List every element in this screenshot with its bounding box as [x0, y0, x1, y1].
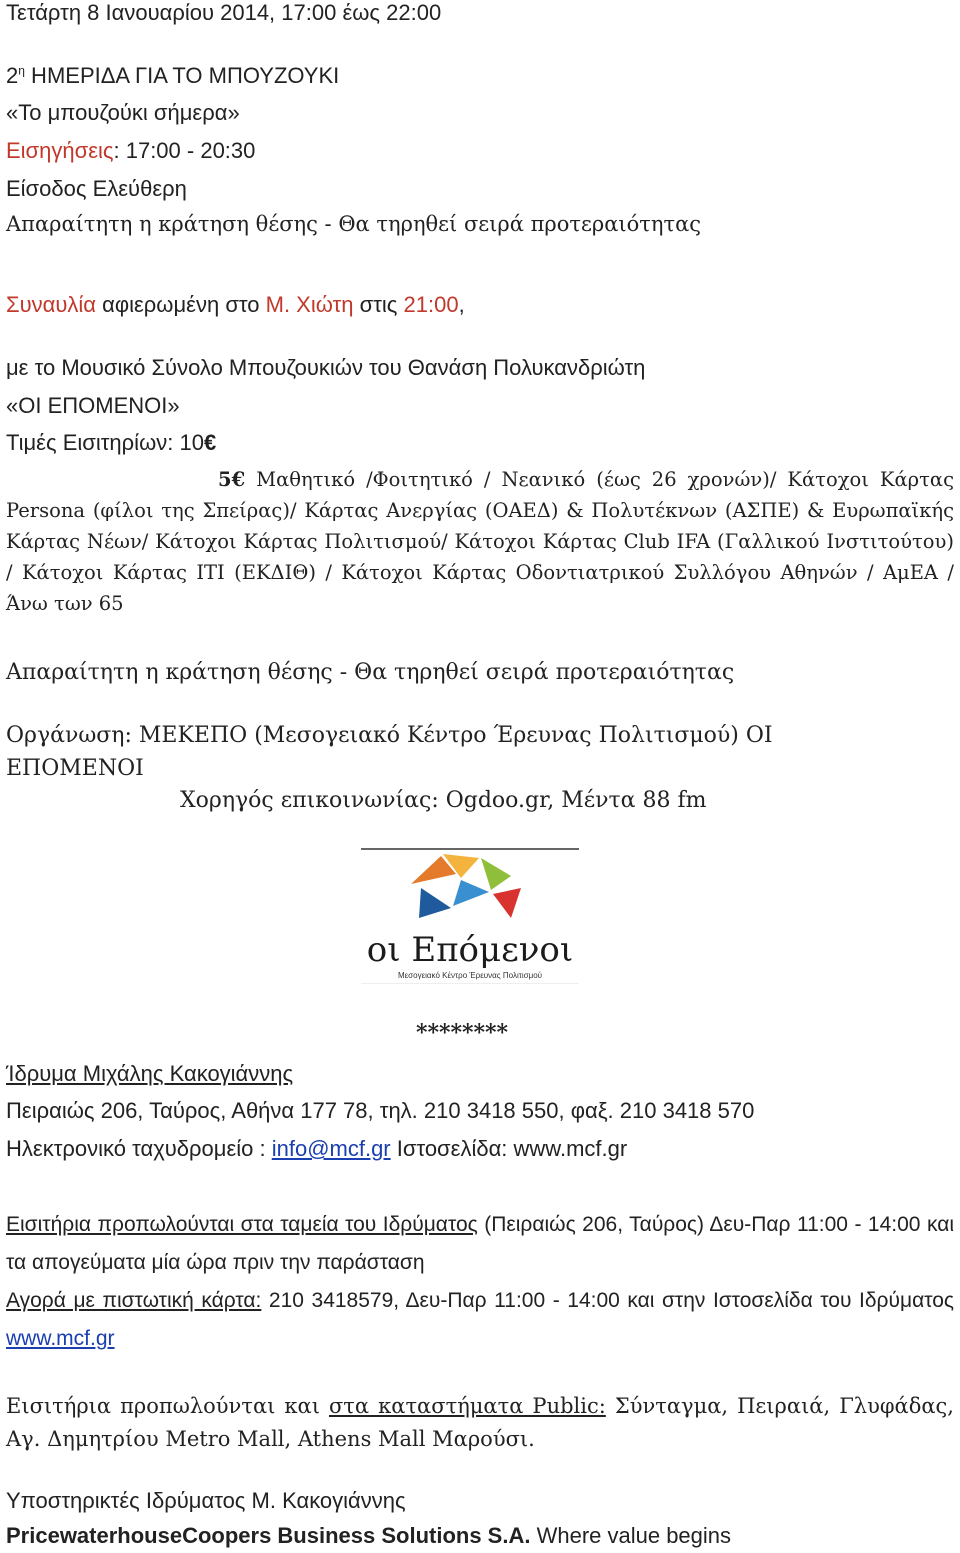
- ensemble-line: με το Μουσικό Σύνολο Μπουζουκιών του Θανάση Πολυκανδριώτη: [6, 355, 646, 380]
- public-stores-link[interactable]: στα καταστήματα Public:: [328, 1394, 606, 1418]
- card-label[interactable]: Αγορά με πιστωτική κάρτα:: [6, 1289, 262, 1312]
- foundation-contact: Ηλεκτρονικό ταχυδρομείο : info@mcf.gr Ιστοσελίδα: www.mcf.gr: [6, 1136, 628, 1161]
- logo-green-shape: [481, 858, 511, 890]
- logo-red-shape: [493, 888, 521, 918]
- entry-line: Είσοδος Ελεύθερη: [6, 176, 187, 201]
- event-subtitle: «Το μπουζούκι σήμερα»: [6, 100, 240, 125]
- organization-line-1: Οργάνωση: ΜΕΚΕΠΟ (Μεσογειακό Κέντρο Έρευνας Πολιτισμού) ΟΙ: [6, 723, 773, 748]
- foundation-address: Πειραιώς 206, Ταύρος, Αθήνα 177 78, τηλ. 210 3418 550, φαξ. 210 3418 570: [6, 1098, 755, 1123]
- event-title: $2^\eta$ ΗΜΕΡΙΔΑ ΓΙΑ ΤΟ ΜΠΟΥΖΟΥΚΙ: [6, 63, 340, 88]
- presale-label[interactable]: Εισιτήρια προπωλούνται στα ταμεία του Ιδρύματος: [6, 1213, 478, 1236]
- ensemble-name: «ΟΙ ΕΠΟΜΕΝΟΙ»: [6, 393, 180, 418]
- discount-paragraph: 5€ Μαθητικό /Φοιτητικό / Νεανικό (έως 26 χρονών)/ Κάτοχοι Κάρτας Persona (φίλοι της Σπείρας)/ Κάρτας Ανεργίας (ΟΑΕΔ) & Πολυτέκνων (ΑΣΠΕ) & Ευρωπαϊκής Κάρτας Νέων/ Κάτοχοι Κάρτας Πολιτισμού/ Κάτοχοι Κάρτας Club IFA (Γαλλικού Ινστιτούτου) / Κάτοχοι Κάρτας ΙΤΙ (ΕΚΔΙΘ) / Κάτοχοι Κάρτας Οδοντιατρικού Συλλόγου Αθηνών / ΑμΕΑ / Άνω των 65: [6, 468, 954, 615]
- email-link[interactable]: info@mcf.gr: [271, 1136, 391, 1161]
- reservation-line-2: Απαραίτητη η κράτηση θέσης - Θα τηρηθεί σειρά προτεραιότητας: [6, 660, 735, 685]
- tickets-foundation: Εισιτήρια προπωλούνται στα ταμεία του Ιδρύματος (Πειραιώς 206, Ταύρος) Δευ-Παρ 11:00 - 14:00 και τα απογεύματα μία ώρα πριν την παράσταση: [6, 1213, 955, 1274]
- logo-subtitle: Μεσογειακό Κέντρο Έρευνας Πολιτισμού: [397, 971, 543, 980]
- foundation-name[interactable]: Ίδρυμα Μιχάλης Κακογιάννης: [6, 1061, 294, 1086]
- organization-line-2: ΕΠΟΜΕΝΟΙ: [6, 756, 144, 781]
- tickets-card: Αγορά με πιστωτική κάρτα: 210 3418579, Δευ-Παρ 11:00 - 14:00 και στην Ιστοσελίδα του Ιδρύματος www.mcf.gr: [6, 1289, 955, 1350]
- reservation-line: Απαραίτητη η κράτηση θέσης - Θα τηρηθεί σειρά προτεραιότητας: [6, 212, 702, 236]
- logo-title: οι Επόμενοι: [366, 930, 574, 970]
- prices-line: Τιμές Εισιτηρίων: 10€: [6, 430, 217, 455]
- organization-logo: [361, 848, 579, 984]
- sponsor-line: Χορηγός επικοινωνίας: Ogdoo.gr, Μέντα 88 fm: [180, 788, 707, 813]
- logo-blue-shape: [453, 880, 489, 906]
- separator: ********: [416, 1020, 509, 1046]
- public-paragraph: Εισιτήρια προπωλούνται και στα καταστήματα Public: Σύνταγμα, Πειραιά, Γλυφάδας, Αγ. Δημητρίου Metro Mall, Athens Mall Μαρούσι.: [6, 1394, 954, 1451]
- talks-line: Εισηγήσεις: 17:00 - 20:30: [6, 138, 256, 163]
- concert-line: Συναυλία αφιερωμένη στο Μ. Χιώτη στις 21:00,: [6, 292, 465, 317]
- sponsor-company-line: PricewaterhouseCoopers Business Solutions S.A. Where value begins: [6, 1523, 732, 1548]
- sponsors-label: Υποστηρικτές Ιδρύματος Μ. Κακογιάννης: [6, 1488, 406, 1513]
- website-link[interactable]: www.mcf.gr: [6, 1327, 115, 1350]
- date-line: Τετάρτη 8 Ιανουαρίου 2014, 17:00 έως 22:00: [6, 0, 442, 25]
- logo-navy-shape: [419, 888, 451, 918]
